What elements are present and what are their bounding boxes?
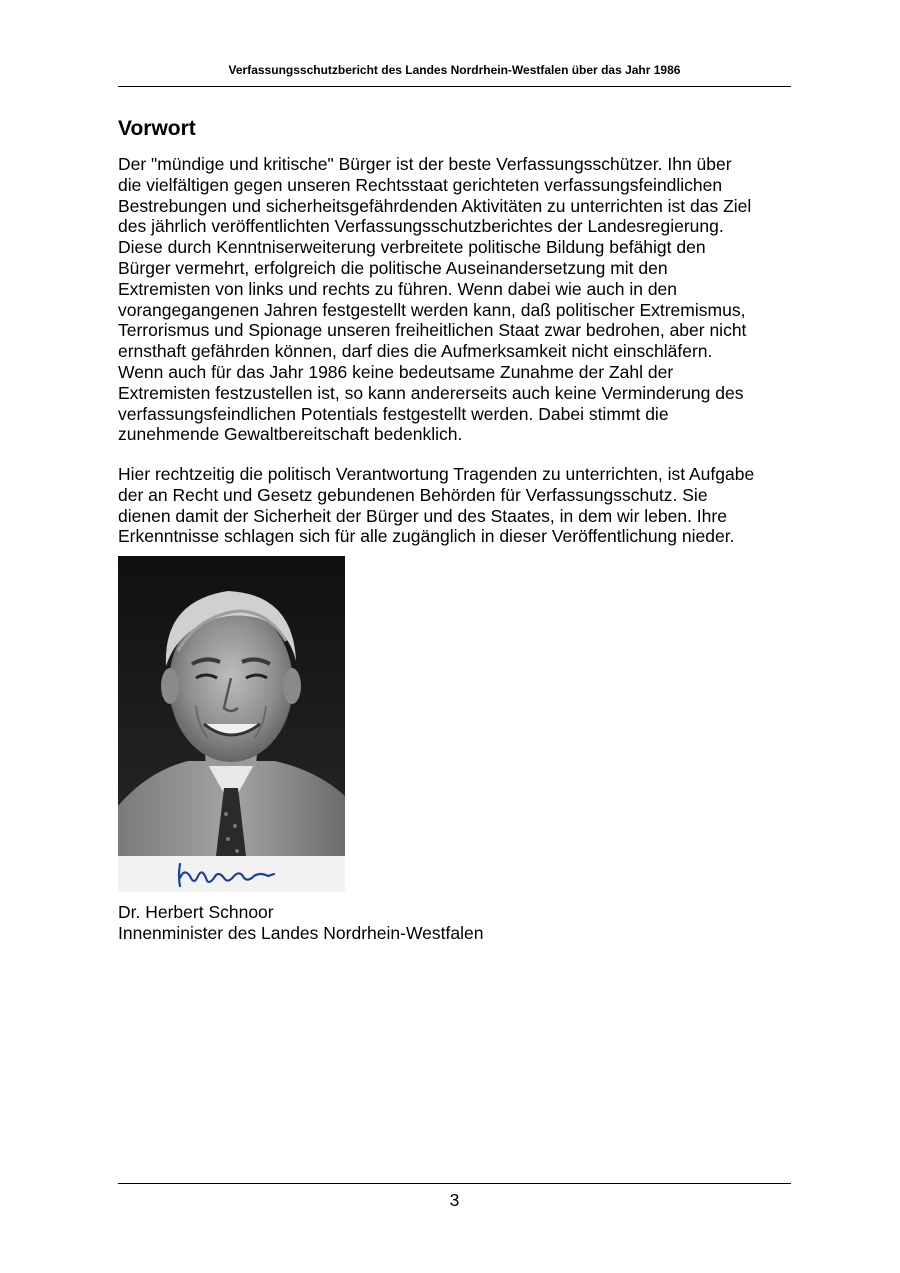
paragraph-line: des jährlich veröffentlichten Verfassungsschutzberichtes der Landesregierung.: [118, 216, 724, 237]
paragraph-line: ernsthaft gefährden können, darf dies die Aufmerksamkeit nicht einschläfern.: [118, 341, 713, 362]
section-title: Vorwort: [118, 117, 196, 140]
paragraph-line: Der "mündige und kritische" Bürger ist der beste Verfassungsschützer. Ihn über: [118, 154, 732, 174]
paragraph-line: verfassungsfeindlichen Potentials festgestellt werden. Dabei stimmt die: [118, 403, 669, 424]
signer-role: Innenminister des Landes Nordrhein-Westfalen: [118, 923, 484, 943]
paragraph-line: Erkenntnisse schlagen sich für alle zugänglich in dieser Veröffentlichung nieder.: [118, 526, 735, 547]
header-divider: [118, 86, 791, 87]
paragraph-line: der an Recht und Gesetz gebundenen Behörden für Verfassungsschutz. Sie: [118, 484, 708, 505]
paragraph-line: Extremisten festzustellen ist, so kann andererseits auch keine Verminderung des: [118, 382, 744, 403]
signer-name: Dr. Herbert Schnoor: [118, 902, 274, 922]
paragraph-line: Terrorismus und Spionage unseren freiheitlichen Staat zwar bedrohen, aber nicht: [118, 320, 747, 341]
portrait-photo: [118, 556, 345, 892]
paragraph-line: Extremisten von links und rechts zu führen. Wenn dabei wie auch in den: [118, 278, 678, 299]
paragraph-line: dienen damit der Sicherheit der Bürger und des Staates, in dem wir leben. Ihre: [118, 505, 727, 526]
paragraph-line: Bestrebungen und sicherheitsgefährdenden Aktivitäten zu unterrichten ist das Ziel: [118, 195, 752, 216]
paragraph-line: zunehmende Gewaltbereitschaft bedenklich.: [118, 424, 463, 445]
paragraph-line: Wenn auch für das Jahr 1986 keine bedeutsame Zunahme der Zahl der: [118, 361, 674, 382]
paragraph-line: Diese durch Kenntniserweiterung verbreitete politische Bildung befähigt den: [118, 237, 706, 258]
running-header: Verfassungsschutzbericht des Landes Nordrhein-Westfalen über das Jahr 1986: [228, 63, 681, 77]
paragraph-line: Hier rechtzeitig die politisch Verantwortung Tragenden zu unterrichten, ist Aufgabe: [118, 464, 755, 484]
footer-divider: [118, 1183, 791, 1184]
paragraph-line: vorangegangenen Jahren festgestellt werden kann, daß politischer Extremismus,: [118, 299, 746, 320]
page-number: 3: [449, 1190, 460, 1210]
paragraph-line: Bürger vermehrt, erfolgreich die politische Auseinandersetzung mit den: [118, 257, 668, 278]
paragraph-line: die vielfältigen gegen unseren Rechtsstaat gerichteten verfassungsfeindlichen: [118, 174, 723, 195]
body-paragraph-1: [118, 154, 798, 445]
portrait-illustration: [118, 556, 345, 892]
body-paragraph-2: [118, 464, 798, 547]
